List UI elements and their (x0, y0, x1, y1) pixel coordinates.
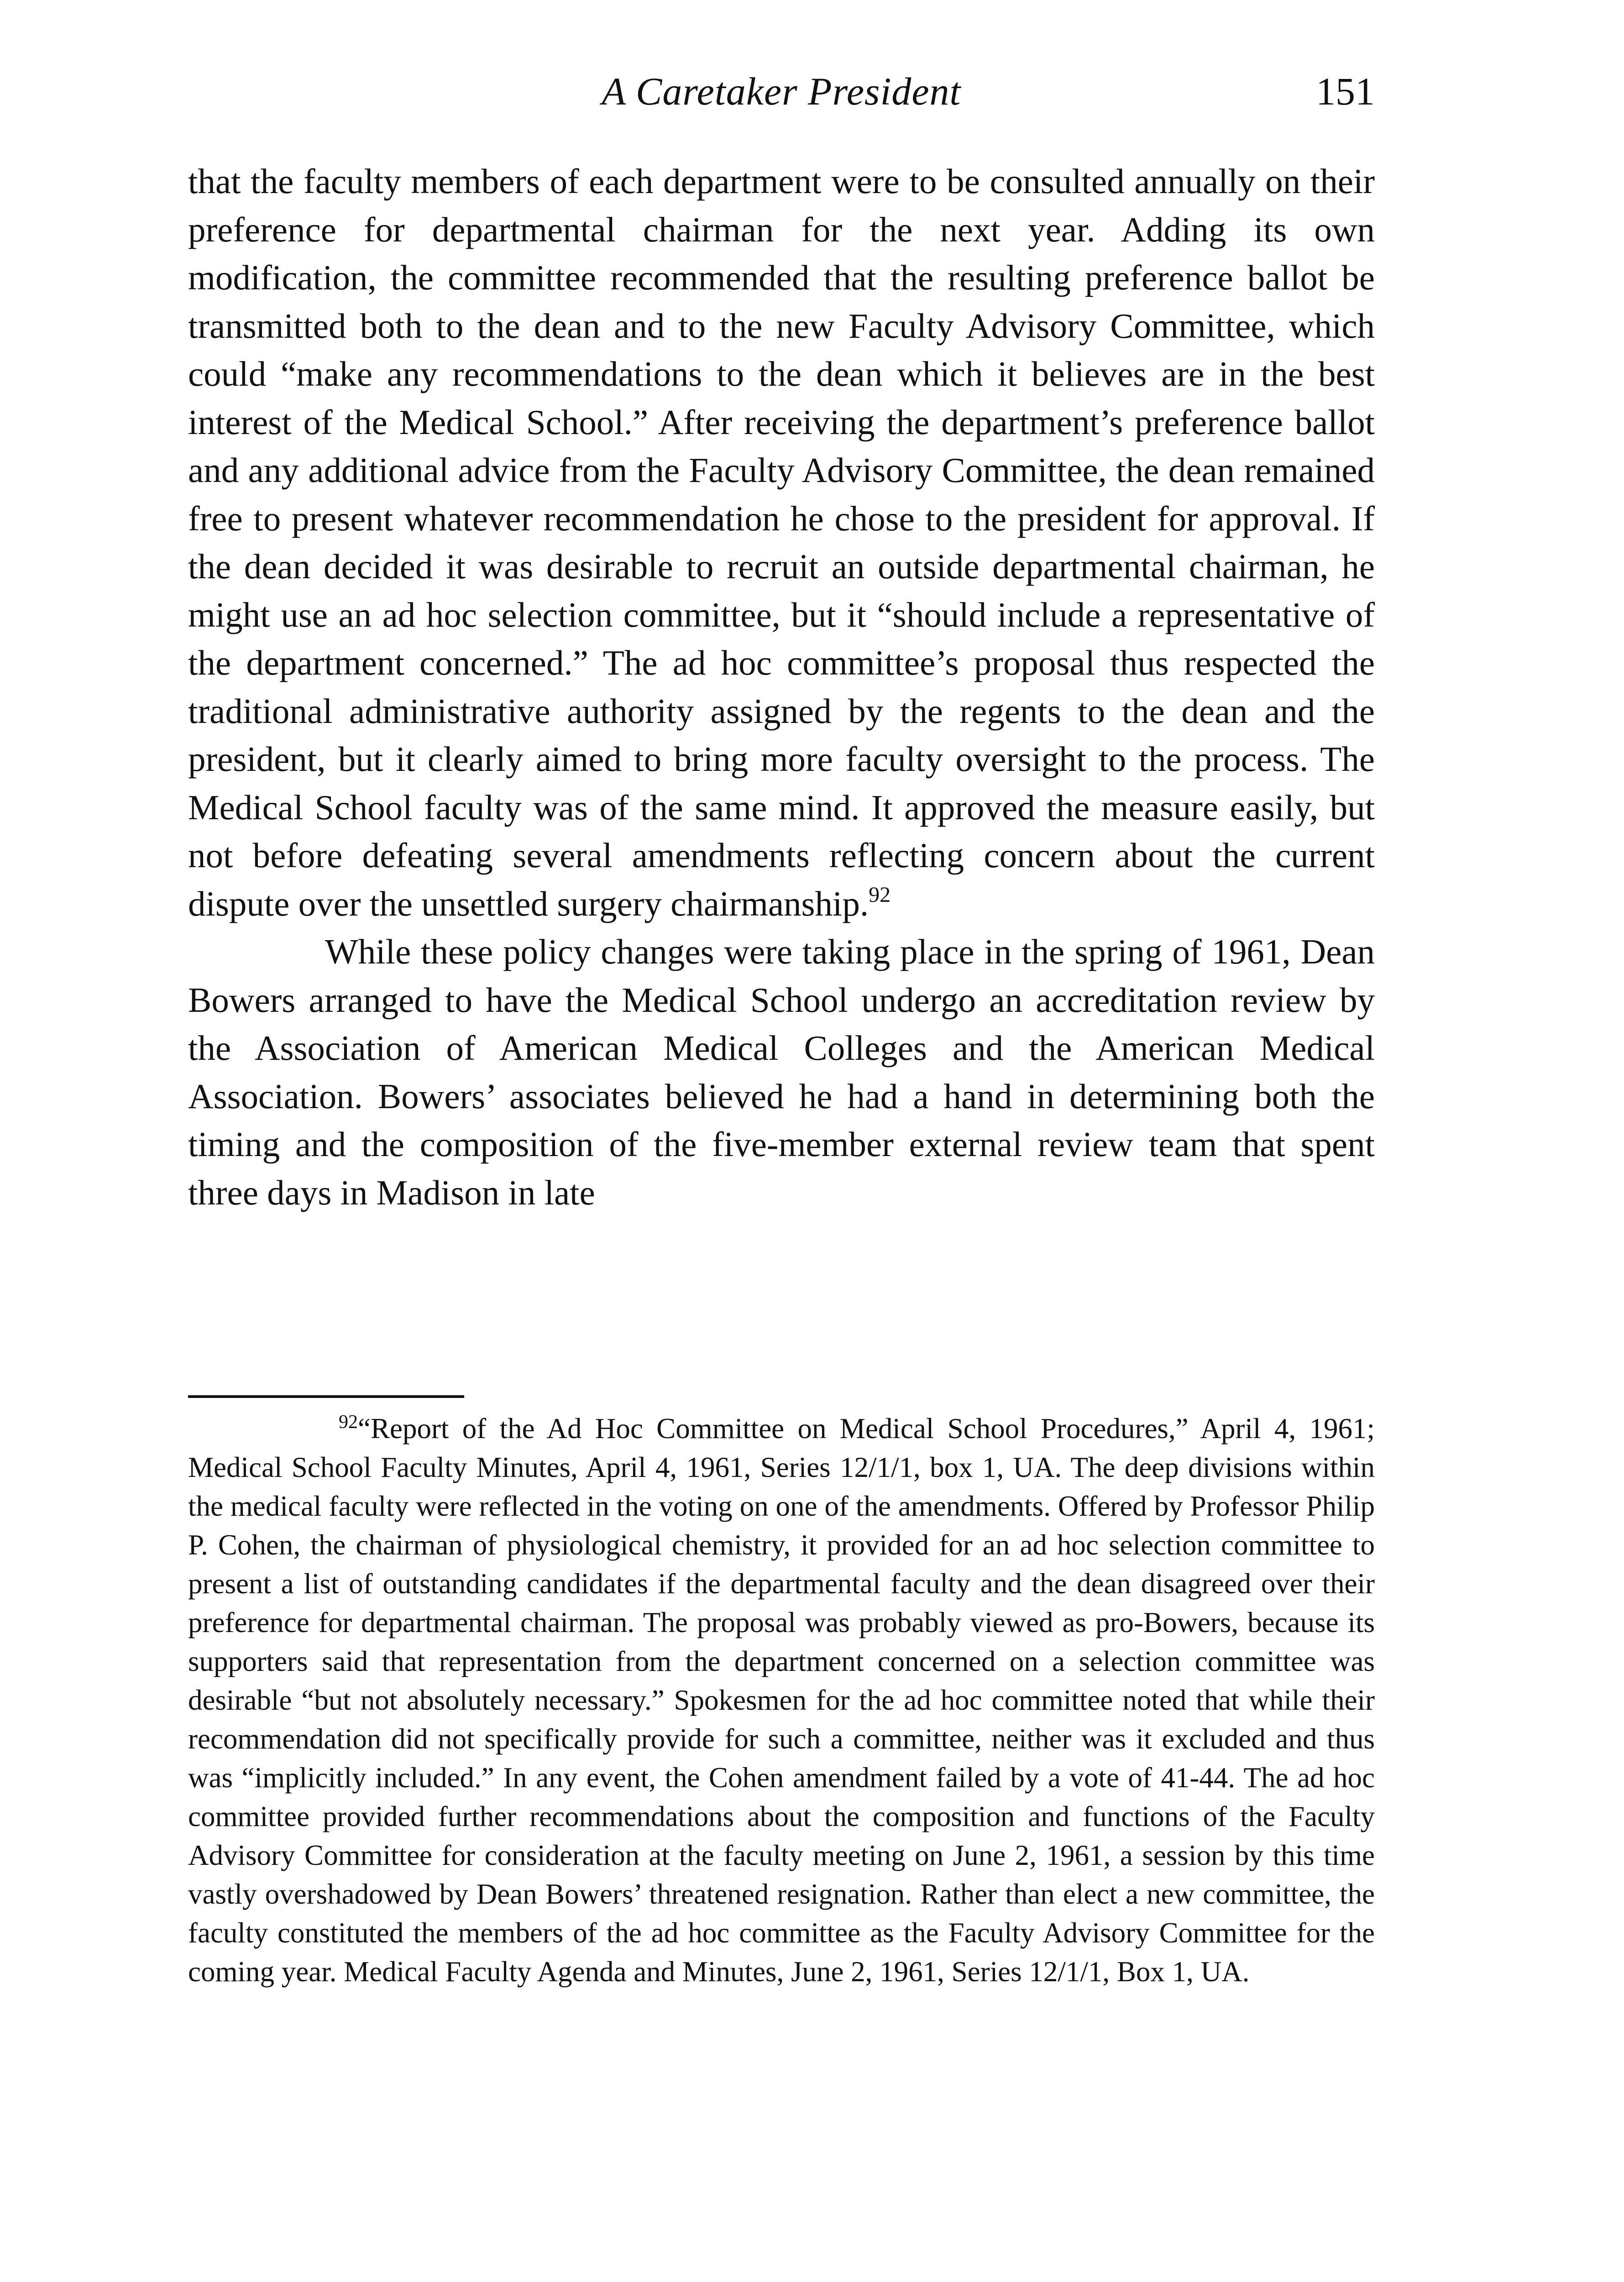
body-paragraph-2: While these policy changes were taking place in the spring of 1961, Dean Bowers arranged to have the Medical School undergo an accreditation review by the Association of American Medical Colleges and the American Medical Association. Bowers’ associates believed he had a hand in determining both the timing and the composition of the five-member external review team that spent three days in Madison in late (188, 932, 1375, 1212)
page-number: 151 (1316, 69, 1375, 113)
footnote-separator-rule (188, 1395, 464, 1398)
footnote-section (188, 1409, 1375, 1991)
footnote-number: 92 (339, 1412, 358, 1433)
running-head (188, 64, 1375, 128)
body-paragraph-1-text: that the faculty members of each department were to be consulted annually on their preference for departmental chairman for the next year. Adding its own modification, the committee recommended that the resulting preference ballot be transmitted both to the dean and to the new Faculty Advisory Committee, which could “make any recommendations to the dean which it believes are in the best interest of the Medical School.” After receiving the department’s preference ballot and any additional advice from the Faculty Advisory Committee, the dean remained free to present whatever recommendation he chose to the president for approval. If the dean decided it was desirable to recruit an outside departmental chairman, he might use an ad hoc selection committee, but it “should include a representative of the department concerned.” The ad hoc committee’s proposal thus respected the traditional administrative authority assigned by the regents to the dean and the president, but it clearly aimed to bring more faculty oversight to the process. The Medical School faculty was of the same mind. It approved the measure easily, but not before defeating several amendments reflecting concern about the current dispute over the unsettled surgery chairmanship. (188, 162, 1375, 923)
body-text (188, 157, 1375, 1217)
footnote-92 (188, 1409, 1375, 1991)
footnote-reference-92: 92 (869, 882, 891, 907)
footnote-text: “Report of the Ad Hoc Committee on Medical School Procedures,” April 4, 1961; Medical School Faculty Minutes, April 4, 1961, Series 12/1/1, box 1, UA. The deep divisions within the medical faculty were reflected in the voting on one of the amendments. Offered by Professor Philip P. Cohen, the chairman of physiological chemistry, it provided for an ad hoc selection committee to present a list of outstanding candidates if the departmental faculty and the dean disagreed over their preference for departmental chairman. The proposal was probably viewed as pro-Bowers, because its supporters said that representation from the department concerned on a selection committee was desirable “but not absolutely necessary.” Spokesmen for the ad hoc committee noted that while their recommendation did not specifically provide for such a committee, neither was it excluded and thus was “implicitly included.” In any event, the Cohen amendment failed by a vote of 41-44. The ad hoc committee provided further recommendations about the composition and functions of the Faculty Advisory Committee for consideration at the faculty meeting on June 2, 1961, a session by this time vastly overshadowed by Dean Bowers’ threatened resignation. Rather than elect a new committee, the faculty constituted the members of the ad hoc committee as the Faculty Advisory Committee for the coming year. Medical Faculty Agenda and Minutes, June 2, 1961, Series 12/1/1, Box 1, UA. (188, 1413, 1375, 1988)
running-title: A Caretaker President (602, 69, 961, 113)
body-paragraph-1 (188, 157, 1375, 928)
